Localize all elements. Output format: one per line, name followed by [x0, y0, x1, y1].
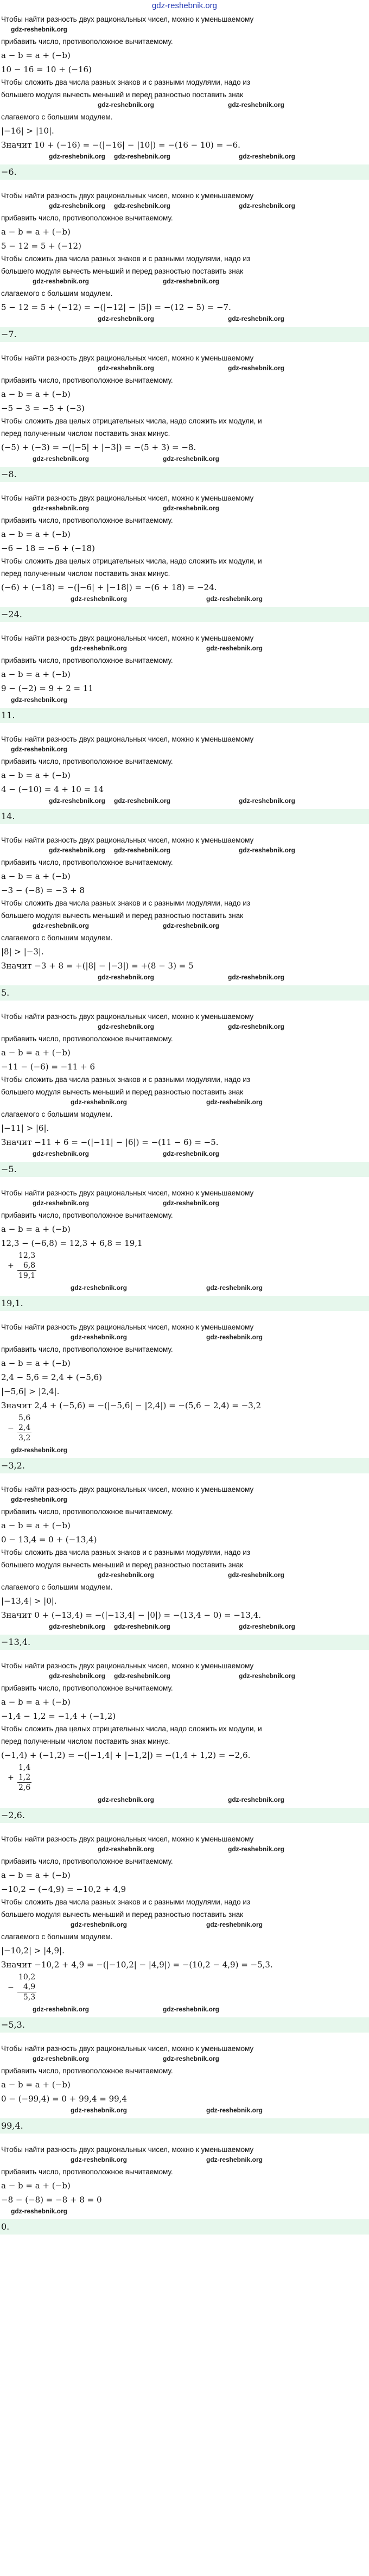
watermark-row — [0, 1446, 369, 1455]
rule-text: прибавить число, противоположное вычитаемому. — [1, 516, 173, 524]
column-operator: − — [8, 1983, 14, 1992]
watermark-row — [0, 2005, 369, 2014]
watermark-text: gdz-reshebnik.org — [239, 202, 296, 210]
watermark-row — [0, 1150, 369, 1159]
column-stack — [17, 1413, 31, 1443]
watermark-text: gdz-reshebnik.org — [49, 846, 106, 854]
watermark-text: gdz-reshebnik.org — [239, 153, 296, 160]
rule-text: прибавить число, противоположное вычитаемому. — [1, 656, 173, 664]
formula-line: a − b = a + (−b) — [1, 1697, 71, 1707]
formula-line: a − b = a + (−b) — [1, 2080, 71, 2090]
column-result: 19,1 — [18, 1271, 36, 1280]
watermark-text: gdz-reshebnik.org — [71, 595, 128, 603]
formula-line: a − b = a + (−b) — [1, 1521, 71, 1530]
rule-text: Чтобы найти разность двух рациональных чисел, можно к уменьшаемому — [1, 1012, 254, 1021]
column-result: 5,3 — [17, 1992, 36, 2002]
watermark-text: gdz-reshebnik.org — [206, 1284, 263, 1292]
calc-line: 5 − 12 = 5 + (−12) = −(|−12| − |5|) = −(12 − 5) = −7. — [1, 302, 231, 312]
watermark-row — [0, 1023, 369, 1031]
watermark-text: gdz-reshebnik.org — [163, 504, 220, 512]
formula-line: −11 − (−6) = −11 + 6 — [1, 1062, 95, 1072]
answer-line: 0. — [0, 2219, 369, 2235]
rule-text: Чтобы найти разность двух рациональных чисел, можно к уменьшаемому — [1, 634, 254, 642]
watermark-text: gdz-reshebnik.org — [33, 1150, 90, 1157]
watermark-text: gdz-reshebnik.org — [11, 696, 68, 704]
rule-text: прибавить число, противоположное вычитаемому. — [1, 1508, 173, 1516]
watermark-text: gdz-reshebnik.org — [98, 364, 155, 372]
watermark-text: gdz-reshebnik.org — [71, 1921, 128, 1928]
answer-line: 14. — [0, 809, 369, 824]
watermark-row — [0, 202, 369, 211]
rule-text: Чтобы сложить два числа разных знаков и с разными модулями, надо из — [1, 78, 251, 86]
answer-line: −5. — [0, 1162, 369, 1177]
calc-line: Значит −10,2 + 4,9 = −(|−10,2| − |4,9|) = −(10,2 − 4,9) = −5,3. — [1, 1960, 273, 1970]
task-block — [0, 735, 369, 833]
formula-line: −10,2 − (−4,9) = −10,2 + 4,9 — [1, 1884, 126, 1894]
watermark-text: gdz-reshebnik.org — [11, 2207, 68, 2215]
formula-line: 9 − (−2) = 9 + 2 = 11 — [1, 683, 93, 693]
watermark-text: gdz-reshebnik.org — [163, 277, 220, 285]
answer-line: 5. — [0, 985, 369, 1001]
rule-text: Чтобы найти разность двух рациональных чисел, можно к уменьшаемому — [1, 1835, 254, 1843]
watermark-row — [0, 1284, 369, 1293]
watermark-text: gdz-reshebnik.org — [33, 455, 90, 463]
watermark-text: gdz-reshebnik.org — [206, 1333, 263, 1341]
watermark-row — [0, 1333, 369, 1342]
task-block — [0, 353, 369, 491]
rule-text: большего модуля вычесть меньший и перед разностью поставить знак — [1, 1088, 244, 1096]
formula-line: −8 − (−8) = −8 + 8 = 0 — [1, 2195, 102, 2205]
solutions-list — [0, 12, 369, 2243]
formula-line: a − b = a + (−b) — [1, 1224, 71, 1234]
column-result: 2,6 — [18, 1783, 31, 1792]
watermark-text: gdz-reshebnik.org — [11, 1496, 68, 1503]
watermark-text: gdz-reshebnik.org — [11, 26, 68, 33]
rule-text: прибавить число, противоположное вычитаемому. — [1, 1345, 173, 1353]
answer-line: −5,3. — [0, 2017, 369, 2033]
rule-text: прибавить число, противоположное вычитаемому. — [1, 757, 173, 765]
column-calculation — [8, 1972, 369, 2002]
formula-line: −1,4 − 1,2 = −1,4 + (−1,2) — [1, 1711, 116, 1721]
compare-line: |−16| > |10|. — [1, 126, 54, 136]
site-link[interactable]: gdz-reshebnik.org — [151, 1, 218, 10]
rule-text: Чтобы найти разность двух рациональных чисел, можно к уменьшаемому — [1, 1662, 254, 1670]
watermark-text: gdz-reshebnik.org — [98, 1845, 155, 1853]
formula-line: 0 − (−99,4) = 0 + 99,4 = 99,4 — [1, 2094, 127, 2104]
rule-text: Чтобы найти разность двух рациональных чисел, можно к уменьшаемому — [1, 1485, 254, 1493]
watermark-row — [0, 101, 369, 110]
watermark-text: gdz-reshebnik.org — [114, 153, 171, 160]
task-block — [0, 1661, 369, 1832]
task-block — [0, 2145, 369, 2243]
watermark-text: gdz-reshebnik.org — [49, 1623, 106, 1630]
rule-text: Чтобы сложить два целых отрицательных числа, надо сложить их модули, и — [1, 557, 262, 565]
formula-line: 12,3 − (−6,8) = 12,3 + 6,8 = 19,1 — [1, 1238, 143, 1248]
watermark-text: gdz-reshebnik.org — [49, 202, 106, 210]
column-calculation — [8, 1413, 369, 1443]
watermark-text: gdz-reshebnik.org — [206, 644, 263, 652]
task-block — [0, 15, 369, 188]
watermark-text: gdz-reshebnik.org — [11, 745, 68, 753]
watermark-text: gdz-reshebnik.org — [114, 846, 171, 854]
calc-line: Значит −11 + 6 = −(|−11| − |6|) = −(11 − 6) = −5. — [1, 1137, 219, 1147]
watermark-row — [0, 277, 369, 286]
column-operand: 12,3 — [18, 1251, 36, 1260]
watermark-text: gdz-reshebnik.org — [11, 1446, 68, 1454]
answer-line: −8. — [0, 467, 369, 482]
rule-text: слагаемого с большим модулем. — [1, 113, 113, 121]
column-stack — [17, 1972, 36, 2002]
formula-line: 5 − 12 = 5 + (−12) — [1, 241, 81, 251]
rule-text: прибавить число, противоположное вычитаемому. — [1, 858, 173, 866]
formula-line: −3 − (−8) = −3 + 8 — [1, 885, 85, 895]
formula-line: a − b = a + (−b) — [1, 871, 71, 881]
compare-line: |−13,4| > |0|. — [1, 1596, 57, 1606]
rule-text: большего модуля вычесть меньший и перед разностью поставить знак — [1, 912, 244, 920]
column-operand: 4,9 — [23, 1983, 36, 1991]
watermark-text: gdz-reshebnik.org — [206, 2156, 263, 2163]
watermark-row — [0, 315, 369, 324]
watermark-text: gdz-reshebnik.org — [33, 1199, 90, 1207]
formula-line: 0 − 13,4 = 0 + (−13,4) — [1, 1535, 97, 1545]
watermark-text: gdz-reshebnik.org — [71, 1098, 128, 1106]
rule-text: Чтобы найти разность двух рациональных чисел, можно к уменьшаемому — [1, 836, 254, 844]
watermark-text: gdz-reshebnik.org — [239, 1672, 296, 1680]
formula-line: −6 − 18 = −6 + (−18) — [1, 543, 95, 553]
formula-line: a − b = a + (−b) — [1, 669, 71, 679]
watermark-row — [0, 922, 369, 931]
answer-line: 11. — [0, 708, 369, 723]
watermark-text: gdz-reshebnik.org — [98, 1796, 155, 1803]
rule-text: прибавить число, противоположное вычитаемому. — [1, 214, 173, 222]
calc-line: (−6) + (−18) = −(|−6| + |−18|) = −(6 + 18) = −24. — [1, 583, 217, 592]
watermark-text: gdz-reshebnik.org — [239, 846, 296, 854]
watermark-text: gdz-reshebnik.org — [71, 2156, 128, 2163]
watermark-row — [0, 2207, 369, 2216]
column-operand: 5,6 — [18, 1414, 31, 1422]
watermark-text: gdz-reshebnik.org — [71, 2106, 128, 2114]
rule-text: прибавить число, противоположное вычитаемому. — [1, 1211, 173, 1219]
watermark-text: gdz-reshebnik.org — [114, 797, 171, 805]
watermark-row — [0, 2106, 369, 2115]
watermark-row — [0, 1796, 369, 1805]
rule-text: Чтобы найти разность двух рациональных чисел, можно к уменьшаемому — [1, 494, 254, 502]
answer-line: 19,1. — [0, 1296, 369, 1311]
watermark-text: gdz-reshebnik.org — [49, 153, 106, 160]
answer-line: −2,6. — [0, 1808, 369, 1823]
watermark-text: gdz-reshebnik.org — [163, 455, 220, 463]
watermark-text: gdz-reshebnik.org — [98, 973, 155, 981]
watermark-text: gdz-reshebnik.org — [163, 1150, 220, 1157]
rule-text: перед полученным числом поставить знак минус. — [1, 1737, 170, 1745]
rule-text: Чтобы сложить два числа разных знаков и с разными модулями, надо из — [1, 255, 251, 263]
compare-line: |8| > |−3|. — [1, 947, 44, 957]
rule-text: прибавить число, противоположное вычитаемому. — [1, 1035, 173, 1043]
compare-line: |−11| > |6|. — [1, 1123, 49, 1133]
watermark-text: gdz-reshebnik.org — [163, 2005, 220, 2013]
watermark-text: gdz-reshebnik.org — [228, 1571, 285, 1579]
answer-line: 99,4. — [0, 2118, 369, 2134]
watermark-text: gdz-reshebnik.org — [114, 1672, 171, 1680]
rule-text: большего модуля вычесть меньший и перед разностью поставить знак — [1, 1561, 244, 1569]
watermark-text: gdz-reshebnik.org — [239, 797, 296, 805]
rule-text: Чтобы сложить два числа разных знаков и с разными модулями, надо из — [1, 1075, 251, 1084]
rule-text: большего модуля вычесть меньший и перед разностью поставить знак — [1, 1910, 244, 1919]
calc-line: Значит 0 + (−13,4) = −(|−13,4| − |0|) = −(13,4 − 0) = −13,4. — [1, 1610, 262, 1620]
calc-line: Значит 10 + (−16) = −(|−16| − |10|) = −(16 − 10) = −6. — [1, 140, 240, 150]
rule-text: слагаемого с большим модулем. — [1, 289, 113, 298]
watermark-row — [0, 1672, 369, 1681]
watermark-row — [0, 1571, 369, 1580]
formula-line: a − b = a + (−b) — [1, 389, 71, 399]
formula-line: a − b = a + (−b) — [1, 227, 71, 237]
watermark-text: gdz-reshebnik.org — [98, 1023, 155, 1030]
watermark-text: gdz-reshebnik.org — [206, 595, 263, 603]
watermark-row — [0, 1199, 369, 1208]
watermark-text: gdz-reshebnik.org — [228, 1023, 285, 1030]
watermark-row — [0, 2055, 369, 2064]
rule-text: перед полученным числом поставить знак минус. — [1, 429, 170, 438]
formula-line: a − b = a + (−b) — [1, 1358, 71, 1368]
watermark-row — [0, 696, 369, 705]
task-block — [0, 1322, 369, 1482]
watermark-row — [0, 504, 369, 513]
rule-text: Чтобы найти разность двух рациональных чисел, можно к уменьшаемому — [1, 354, 254, 362]
watermark-text: gdz-reshebnik.org — [33, 2005, 90, 2013]
task-block — [0, 191, 369, 351]
answer-line: −6. — [0, 164, 369, 180]
column-stack — [17, 1763, 31, 1793]
formula-line: 2,4 − 5,6 = 2,4 + (−5,6) — [1, 1372, 103, 1382]
watermark-text: gdz-reshebnik.org — [33, 2055, 90, 2062]
formula-line: a − b = a + (−b) — [1, 770, 71, 780]
answer-line: −7. — [0, 327, 369, 342]
rule-text: Чтобы сложить два числа разных знаков и с разными модулями, надо из — [1, 1548, 251, 1556]
rule-text: слагаемого с большим модулем. — [1, 1583, 113, 1591]
watermark-row — [0, 1623, 369, 1631]
column-stack — [17, 1251, 36, 1281]
rule-text: прибавить число, противоположное вычитаемому. — [1, 2067, 173, 2075]
answer-line: −13,4. — [0, 1635, 369, 1650]
watermark-text: gdz-reshebnik.org — [228, 1796, 285, 1803]
rule-text: Чтобы сложить два числа разных знаков и с разными модулями, надо из — [1, 1898, 251, 1906]
rule-text: перед полученным числом поставить знак минус. — [1, 569, 170, 578]
column-operand: 1,4 — [18, 1763, 31, 1772]
watermark-text: gdz-reshebnik.org — [114, 1623, 171, 1630]
watermark-row — [0, 26, 369, 34]
rule-text: Чтобы сложить два числа разных знаков и с разными модулями, надо из — [1, 899, 251, 907]
watermark-text: gdz-reshebnik.org — [33, 504, 90, 512]
column-result: 3,2 — [18, 1434, 31, 1442]
task-block — [0, 1188, 369, 1320]
watermark-row — [0, 745, 369, 754]
calc-line: Значит 2,4 + (−5,6) = −(|−5,6| − |2,4|) = −(5,6 − 2,4) = −3,2 — [1, 1401, 262, 1410]
answer-line: −24. — [0, 607, 369, 622]
watermark-row — [0, 797, 369, 806]
task-block — [0, 634, 369, 732]
watermark-row — [0, 153, 369, 161]
formula-line: 4 − (−10) = 4 + 10 = 14 — [1, 784, 104, 794]
column-operator: − — [8, 1423, 14, 1433]
rule-text: Чтобы найти разность двух рациональных чисел, можно к уменьшаемому — [1, 15, 254, 23]
watermark-text: gdz-reshebnik.org — [228, 1845, 285, 1853]
watermark-text: gdz-reshebnik.org — [239, 1623, 296, 1630]
top-bar — [0, 0, 369, 12]
watermark-text: gdz-reshebnik.org — [71, 1333, 128, 1341]
calc-line: (−1,4) + (−1,2) = −(|−1,4| + |−1,2|) = −(1,4 + 1,2) = −2,6. — [1, 1750, 251, 1760]
watermark-row — [0, 2156, 369, 2164]
task-block — [0, 493, 369, 631]
formula-line: a − b = a + (−b) — [1, 2181, 71, 2191]
watermark-text: gdz-reshebnik.org — [49, 1672, 106, 1680]
column-operand: 6,8 — [23, 1261, 36, 1270]
task-block — [0, 836, 369, 1009]
watermark-text: gdz-reshebnik.org — [206, 2106, 263, 2114]
answer-line: −3,2. — [0, 1458, 369, 1473]
formula-line: a − b = a + (−b) — [1, 50, 71, 60]
rule-text: Чтобы найти разность двух рациональных чисел, можно к уменьшаемому — [1, 2045, 254, 2053]
rule-text: прибавить число, противоположное вычитаемому. — [1, 1684, 173, 1692]
formula-line: −5 − 3 = −5 + (−3) — [1, 403, 85, 413]
watermark-row — [0, 644, 369, 653]
watermark-text: gdz-reshebnik.org — [33, 277, 90, 285]
watermark-row — [0, 364, 369, 373]
watermark-text: gdz-reshebnik.org — [206, 1921, 263, 1928]
watermark-row — [0, 455, 369, 464]
watermark-row — [0, 595, 369, 604]
column-operator: + — [8, 1773, 14, 1782]
watermark-text: gdz-reshebnik.org — [71, 1284, 128, 1292]
watermark-text: gdz-reshebnik.org — [98, 315, 155, 322]
rule-text: слагаемого с большим модулем. — [1, 1110, 113, 1118]
column-calculation — [8, 1763, 369, 1793]
column-calculation — [8, 1251, 369, 1281]
rule-text: Чтобы найти разность двух рациональных чисел, можно к уменьшаемому — [1, 192, 254, 200]
rule-text: прибавить число, противоположное вычитаемому. — [1, 376, 173, 384]
task-block — [0, 1485, 369, 1659]
rule-text: прибавить число, противоположное вычитаемому. — [1, 37, 173, 46]
calc-line: Значит −3 + 8 = +(|8| − |−3|) = +(8 − 3) = 5 — [1, 961, 194, 971]
formula-line: a − b = a + (−b) — [1, 1048, 71, 1058]
calc-line: (−5) + (−3) = −(|−5| + |−3|) = −(5 + 3) = −8. — [1, 442, 196, 452]
watermark-row — [0, 1845, 369, 1854]
column-operand: 1,2 — [18, 1773, 31, 1782]
watermark-text: gdz-reshebnik.org — [163, 1199, 220, 1207]
rule-text: Чтобы найти разность двух рациональных чисел, можно к уменьшаемому — [1, 735, 254, 743]
watermark-row — [0, 973, 369, 982]
formula-line: a − b = a + (−b) — [1, 1870, 71, 1880]
watermark-text: gdz-reshebnik.org — [98, 101, 155, 109]
watermark-text: gdz-reshebnik.org — [163, 2055, 220, 2062]
compare-line: |−10,2| > |4,9|. — [1, 1946, 65, 1955]
formula-line: a − b = a + (−b) — [1, 529, 71, 539]
rule-text: прибавить число, противоположное вычитаемому. — [1, 1857, 173, 1865]
watermark-text: gdz-reshebnik.org — [49, 797, 106, 805]
rule-text: Чтобы найти разность двух рациональных чисел, можно к уменьшаемому — [1, 1189, 254, 1197]
watermark-text: gdz-reshebnik.org — [71, 644, 128, 652]
formula-line: 10 − 16 = 10 + (−16) — [1, 65, 92, 74]
watermark-text: gdz-reshebnik.org — [228, 315, 285, 322]
rule-text: слагаемого с большим модулем. — [1, 934, 113, 942]
rule-text: прибавить число, противоположное вычитаемому. — [1, 2168, 173, 2176]
watermark-row — [0, 1098, 369, 1107]
rule-text: большего модуля вычесть меньший и перед разностью поставить знак — [1, 267, 244, 275]
watermark-row — [0, 846, 369, 855]
watermark-text: gdz-reshebnik.org — [206, 1098, 263, 1106]
compare-line: |−5,6| > |2,4|. — [1, 1387, 60, 1396]
watermark-text: gdz-reshebnik.org — [228, 973, 285, 981]
watermark-text: gdz-reshebnik.org — [114, 202, 171, 210]
watermark-row — [0, 1496, 369, 1504]
watermark-text: gdz-reshebnik.org — [98, 1571, 155, 1579]
rule-text: Чтобы сложить два целых отрицательных числа, надо сложить их модули, и — [1, 417, 262, 425]
column-operand: 10,2 — [18, 1973, 36, 1982]
watermark-text: gdz-reshebnik.org — [163, 922, 220, 929]
task-block — [0, 1012, 369, 1186]
column-operand: 2,4 — [18, 1423, 31, 1432]
watermark-text: gdz-reshebnik.org — [33, 922, 90, 929]
rule-text: большего модуля вычесть меньший и перед разностью поставить знак — [1, 91, 244, 99]
rule-text: слагаемого с большим модулем. — [1, 1933, 113, 1941]
column-operator: + — [8, 1261, 14, 1270]
rule-text: Чтобы найти разность двух рациональных чисел, можно к уменьшаемому — [1, 1323, 254, 1331]
rule-text: Чтобы найти разность двух рациональных чисел, можно к уменьшаемому — [1, 2145, 254, 2154]
watermark-text: gdz-reshebnik.org — [228, 101, 285, 109]
task-block — [0, 2044, 369, 2142]
task-block — [0, 1834, 369, 2041]
watermark-text: gdz-reshebnik.org — [228, 364, 285, 372]
watermark-row — [0, 1921, 369, 1929]
rule-text: Чтобы сложить два целых отрицательных числа, надо сложить их модули, и — [1, 1725, 262, 1733]
